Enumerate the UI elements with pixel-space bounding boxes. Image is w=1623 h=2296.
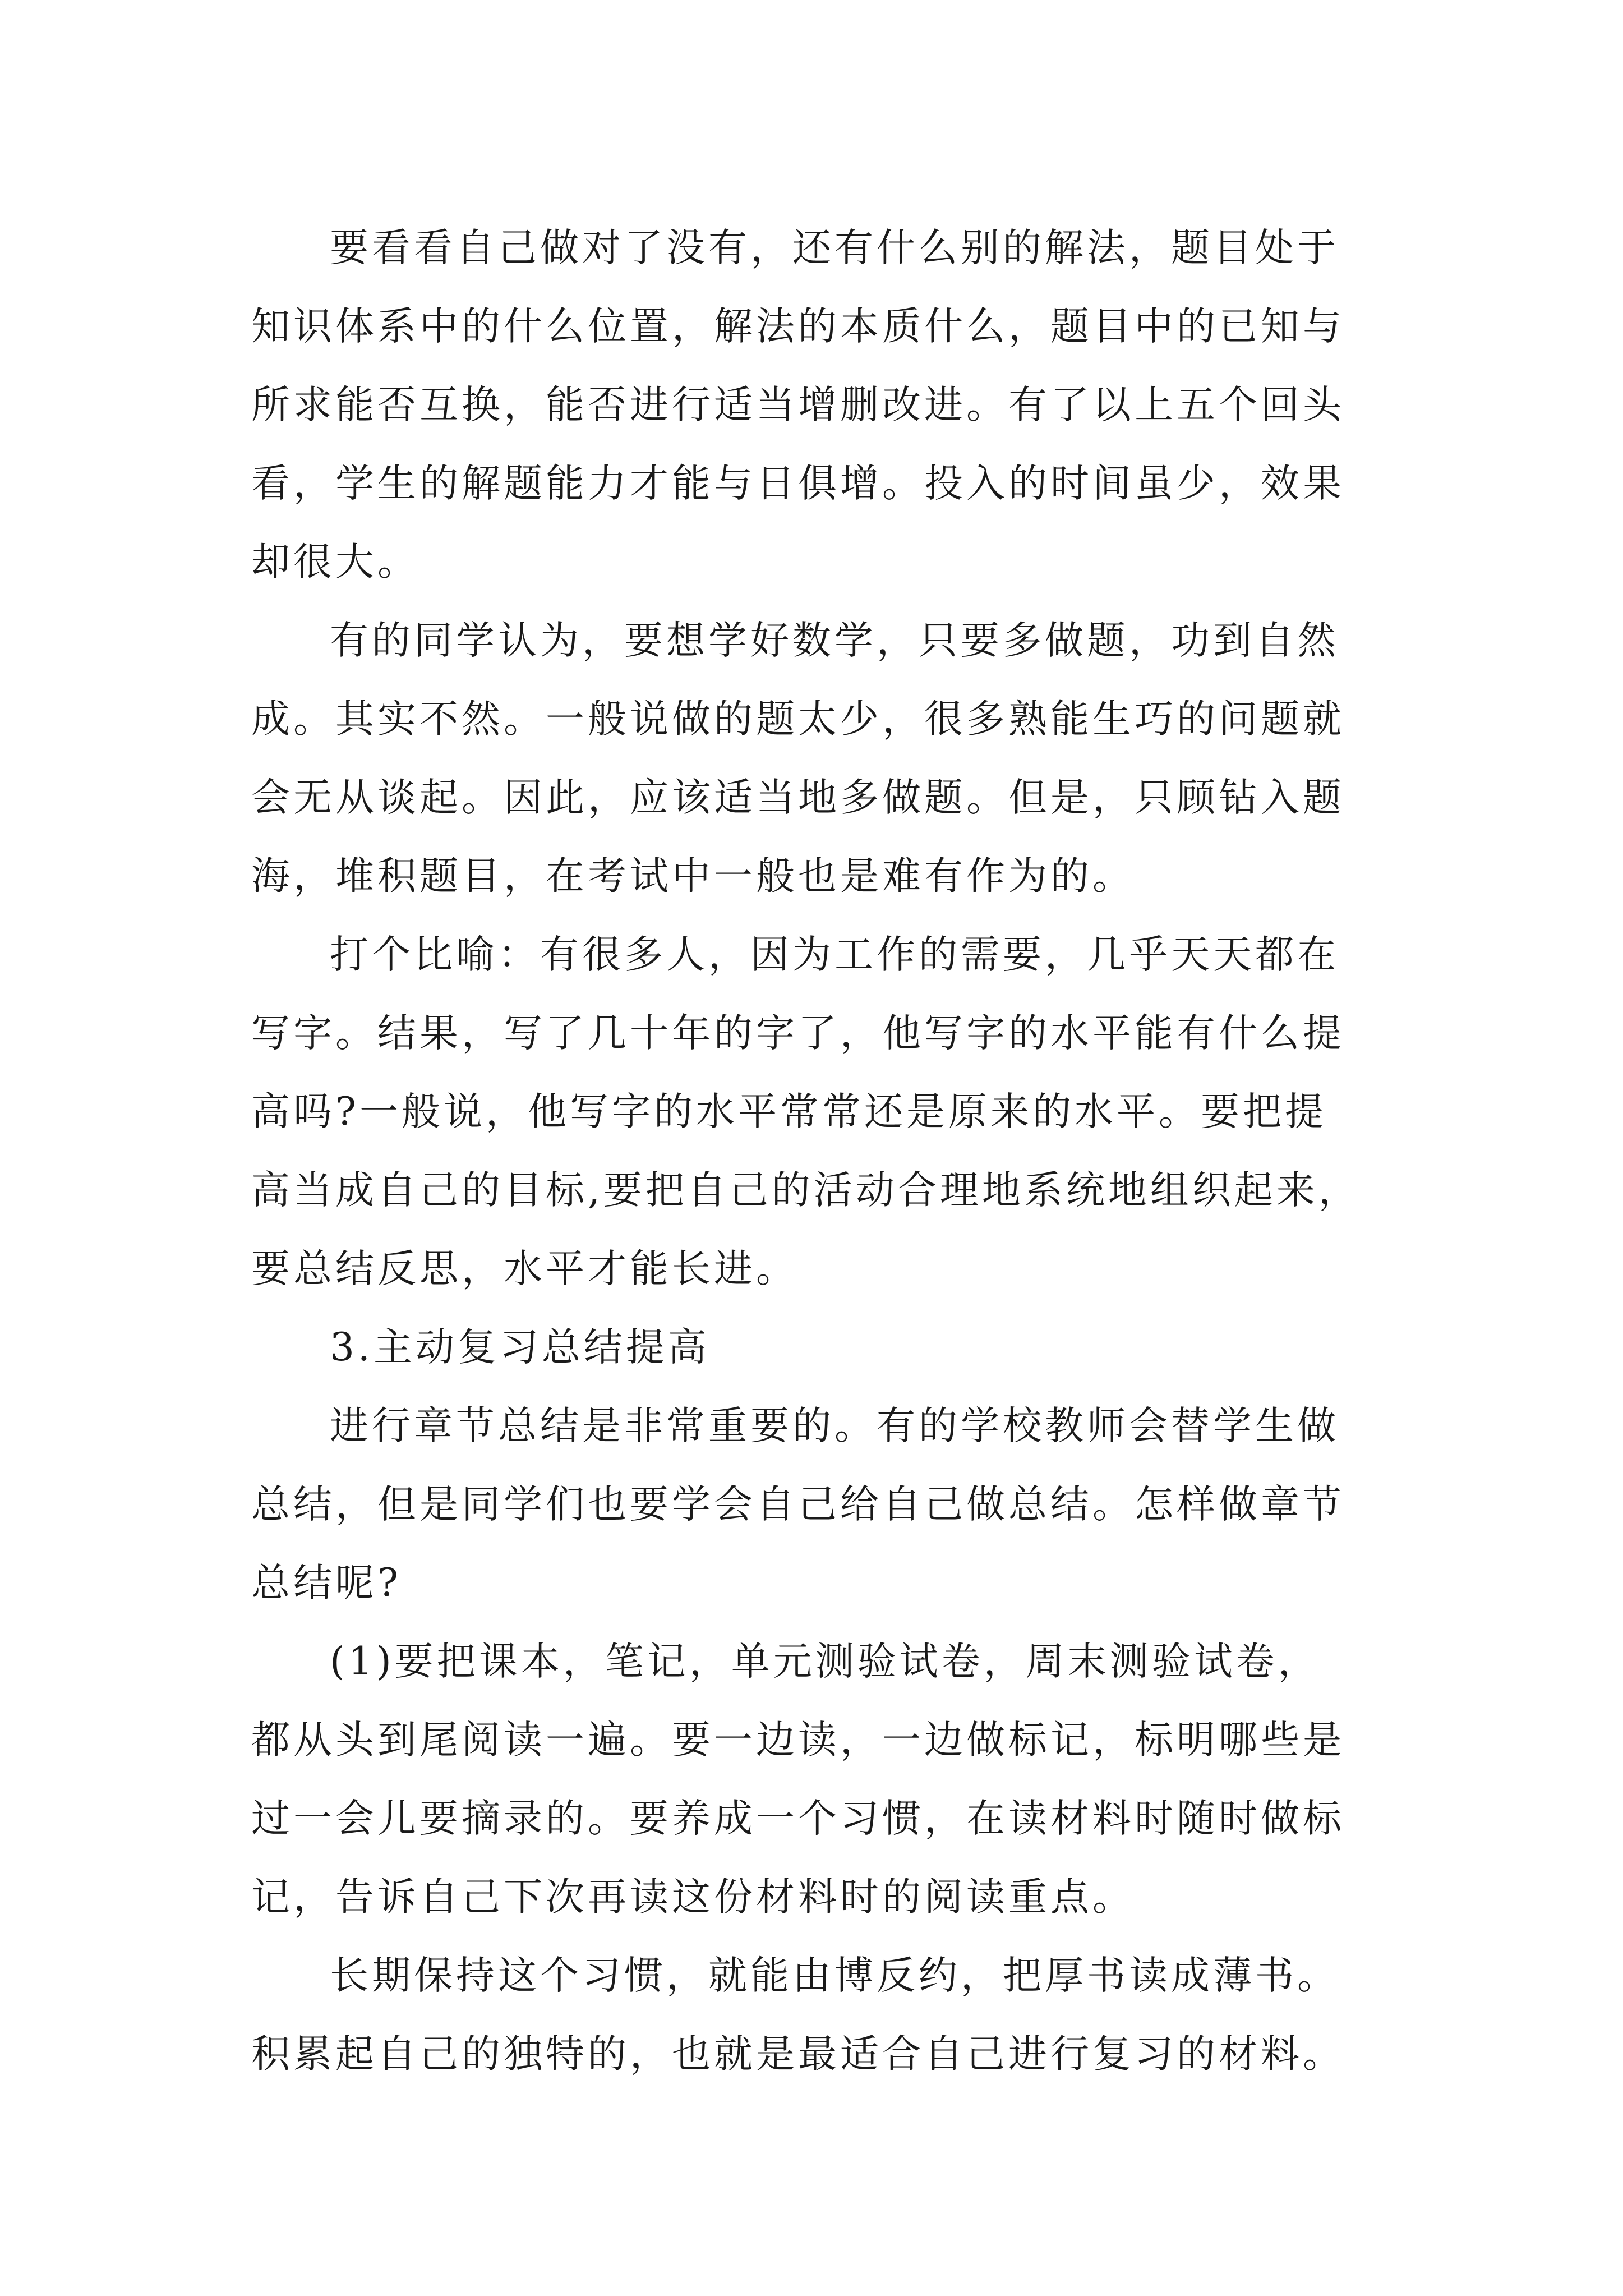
text-line: 成。其实不然。一般说做的题太少，很多熟能生巧的问题就 (251, 697, 1345, 742)
text-line: 所求能否互换，能否进行适当增删改进。有了以上五个回头 (251, 383, 1345, 427)
text-line: 总结，但是同学们也要学会自己给自己做总结。怎样做章节 (251, 1482, 1345, 1527)
text-line: 高当成自己的目标,要把自己的活动合理地系统地组织起来， (251, 1168, 1361, 1213)
document-body (251, 209, 1407, 2093)
text-line: 看，学生的解题能力才能与日俱增。投入的时间虽少，效果 (251, 461, 1345, 506)
text-line: 有的同学认为，要想学好数学，只要多做题，功到自然 (330, 618, 1339, 663)
text-line: 过一会儿要摘录的。要养成一个习惯，在读材料时随时做标 (251, 1796, 1345, 1841)
text-line: (1)要把课本，笔记，单元测验试卷，周末测验试卷， (330, 1639, 1320, 1684)
text-line: 打个比喻：有很多人，因为工作的需要，几乎天天都在 (330, 932, 1339, 977)
text-line: 总结呢? (251, 1561, 402, 1605)
text-line: 长期保持这个习惯，就能由博反约，把厚书读成薄书。 (330, 1953, 1339, 1998)
text-line: 写字。结果，写了几十年的字了，他写字的水平能有什么提 (251, 1011, 1345, 1056)
text-line: 记，告诉自己下次再读这份材料时的阅读重点。 (251, 1875, 1135, 1920)
text-line: 会无从谈起。因此，应该适当地多做题。但是，只顾钻入题 (251, 775, 1345, 820)
text-line: 积累起自己的独特的，也就是最适合自己进行复习的材料。 (251, 2032, 1345, 2077)
text-line: 却很大。 (251, 540, 419, 585)
text-line: 要看看自己做对了没有，还有什么别的解法，题目处于 (330, 226, 1339, 270)
text-line: 要总结反思，水平才能长进。 (251, 1246, 798, 1291)
text-line: 海，堆积题目，在考试中一般也是难有作为的。 (251, 854, 1135, 899)
section-heading: 3.主动复习总结提高 (330, 1325, 710, 1370)
text-line: 知识体系中的什么位置，解法的本质什么，题目中的已知与 (251, 304, 1345, 349)
text-line: 都从头到尾阅读一遍。要一边读，一边做标记，标明哪些是 (251, 1718, 1345, 1763)
text-line: 进行章节总结是非常重要的。有的学校教师会替学生做 (330, 1404, 1339, 1448)
text-line: 高吗?一般说，他写字的水平常常还是原来的水平。要把提 (251, 1089, 1327, 1134)
